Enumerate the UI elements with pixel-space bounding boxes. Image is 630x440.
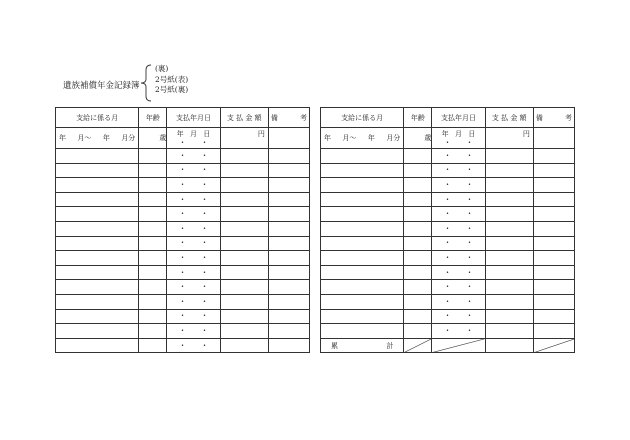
date-dot: ・ xyxy=(178,238,187,248)
paydate-cell[interactable] xyxy=(432,265,485,280)
period-cell[interactable] xyxy=(321,128,404,149)
remarks-cell[interactable] xyxy=(533,221,574,236)
date-dot: ・ xyxy=(443,179,452,189)
date-dot: ・ xyxy=(178,252,187,262)
remarks-cell[interactable] xyxy=(533,265,574,280)
table-row xyxy=(321,149,575,164)
age-cell[interactable] xyxy=(139,221,167,236)
period-cell[interactable] xyxy=(321,236,404,251)
header-row xyxy=(321,108,575,128)
age-cell[interactable] xyxy=(404,251,432,266)
date-dot: ・ xyxy=(443,137,452,147)
remarks-cell[interactable] xyxy=(268,294,309,309)
table-row xyxy=(56,236,310,251)
date-dot: ・ xyxy=(465,311,474,321)
period-cell[interactable] xyxy=(56,294,139,309)
date-dot: ・ xyxy=(465,179,474,189)
period-cell[interactable] xyxy=(56,192,139,207)
age-cell[interactable] xyxy=(139,236,167,251)
date-dot: ・ xyxy=(200,325,209,335)
table-row xyxy=(56,280,310,295)
date-dot: ・ xyxy=(465,267,474,277)
date-dot: ・ xyxy=(178,311,187,321)
period-cell[interactable] xyxy=(56,251,139,266)
age-cell[interactable] xyxy=(404,178,432,193)
remarks-cell[interactable] xyxy=(533,236,574,251)
paydate-cell[interactable] xyxy=(167,221,220,236)
amount-cell[interactable] xyxy=(485,309,533,324)
diagonal-strike xyxy=(534,339,574,353)
date-dot: ・ xyxy=(443,209,452,219)
date-dot: ・ xyxy=(178,340,187,350)
age-cell[interactable]: 歳 xyxy=(404,128,432,149)
date-dot: ・ xyxy=(465,137,474,147)
unit-label: 月〜 xyxy=(77,134,92,142)
period-cell[interactable] xyxy=(56,128,139,149)
variant-item: 2号紙(裏) xyxy=(155,85,189,94)
remarks-cell[interactable] xyxy=(268,192,309,207)
amount-total-cell[interactable] xyxy=(485,338,533,353)
age-cell[interactable] xyxy=(404,309,432,324)
diagonal-strike xyxy=(432,339,484,353)
paydate-cell[interactable] xyxy=(432,128,485,149)
period-cell[interactable] xyxy=(321,149,404,164)
paydate-cell[interactable] xyxy=(167,236,220,251)
paydate-cell[interactable] xyxy=(167,338,220,353)
table-row xyxy=(56,192,310,207)
unit-label: 年 xyxy=(367,134,375,142)
paydate-cell[interactable] xyxy=(167,163,220,178)
table-row xyxy=(56,163,310,178)
date-dot: ・ xyxy=(200,296,209,306)
header-period: 支給に係る月 xyxy=(321,108,404,128)
paydate-cell[interactable] xyxy=(167,324,220,339)
date-dot: ・ xyxy=(443,223,452,233)
age-cell[interactable] xyxy=(139,251,167,266)
date-dot: ・ xyxy=(200,137,209,147)
period-cell[interactable] xyxy=(56,309,139,324)
age-cell[interactable] xyxy=(139,192,167,207)
age-cell[interactable] xyxy=(139,207,167,222)
amount-cell[interactable] xyxy=(220,149,268,164)
table-row xyxy=(56,149,310,164)
remarks-cell[interactable] xyxy=(268,207,309,222)
header-row xyxy=(56,108,310,128)
table-row xyxy=(56,265,310,280)
remarks-cell[interactable] xyxy=(533,280,574,295)
date-dot: ・ xyxy=(465,296,474,306)
table-row xyxy=(56,128,310,149)
header-period: 支給に係る月 xyxy=(56,108,139,128)
unit-label: 日 xyxy=(468,129,476,138)
table-row xyxy=(56,207,310,222)
period-cell[interactable] xyxy=(56,280,139,295)
date-dot: ・ xyxy=(443,267,452,277)
age-cell xyxy=(404,338,432,353)
paydate-cell xyxy=(432,338,485,353)
amount-cell[interactable] xyxy=(220,236,268,251)
ledger-table-left xyxy=(55,107,310,353)
period-cell[interactable] xyxy=(321,294,404,309)
paydate-cell[interactable] xyxy=(432,221,485,236)
amount-cell[interactable] xyxy=(485,207,533,222)
remarks-cell[interactable] xyxy=(533,163,574,178)
date-dot: ・ xyxy=(465,282,474,292)
remarks-cell[interactable] xyxy=(533,324,574,339)
header-amount: 支 払 金 額 xyxy=(485,108,533,128)
date-dot: ・ xyxy=(465,150,474,160)
amount-cell[interactable] xyxy=(485,149,533,164)
date-dot: ・ xyxy=(443,238,452,248)
period-cell[interactable] xyxy=(321,178,404,193)
amount-cell[interactable] xyxy=(220,207,268,222)
date-dot: ・ xyxy=(443,165,452,175)
paydate-cell[interactable] xyxy=(432,309,485,324)
age-cell[interactable] xyxy=(404,149,432,164)
date-dot: ・ xyxy=(178,223,187,233)
table-row xyxy=(321,309,575,324)
table-row xyxy=(321,265,575,280)
header-remarks xyxy=(533,108,574,128)
remarks-cell xyxy=(533,338,574,353)
date-dot: ・ xyxy=(200,165,209,175)
date-dot: ・ xyxy=(465,209,474,219)
remarks-cell[interactable] xyxy=(533,178,574,193)
age-cell[interactable] xyxy=(404,324,432,339)
paydate-cell[interactable] xyxy=(167,309,220,324)
amount-cell[interactable] xyxy=(220,338,268,353)
date-dot: ・ xyxy=(443,194,452,204)
unit-label: 月 xyxy=(190,129,197,138)
period-cell[interactable] xyxy=(321,163,404,178)
period-cell[interactable] xyxy=(56,236,139,251)
date-dot: ・ xyxy=(178,179,187,189)
remarks-cell[interactable] xyxy=(268,178,309,193)
remarks-cell[interactable] xyxy=(268,280,309,295)
age-cell[interactable] xyxy=(139,265,167,280)
unit-label: 年 xyxy=(441,129,449,138)
period-cell[interactable] xyxy=(321,251,404,266)
table-row xyxy=(56,251,310,266)
table-row xyxy=(321,178,575,193)
amount-cell[interactable] xyxy=(220,280,268,295)
period-cell[interactable] xyxy=(321,192,404,207)
amount-cell[interactable] xyxy=(485,236,533,251)
period-cell[interactable] xyxy=(321,207,404,222)
age-cell[interactable] xyxy=(139,309,167,324)
remarks-cell[interactable] xyxy=(533,294,574,309)
amount-cell[interactable] xyxy=(220,178,268,193)
form-title: 遺族補償年金記録簿 xyxy=(63,81,140,91)
date-dot: ・ xyxy=(465,223,474,233)
date-dot: ・ xyxy=(178,137,187,147)
date-dot: ・ xyxy=(465,252,474,262)
age-cell[interactable] xyxy=(404,192,432,207)
variant-item: 2号紙(表) xyxy=(155,74,189,84)
date-dot: ・ xyxy=(443,311,452,321)
unit-label: 月 xyxy=(455,129,462,138)
age-cell[interactable] xyxy=(139,324,167,339)
date-dot: ・ xyxy=(443,252,452,262)
age-cell[interactable] xyxy=(404,294,432,309)
table-row xyxy=(321,163,575,178)
age-cell[interactable] xyxy=(139,149,167,164)
period-cell[interactable] xyxy=(321,324,404,339)
table-row xyxy=(56,294,310,309)
form-variant-list xyxy=(155,64,188,96)
date-dot: ・ xyxy=(178,150,187,160)
remarks-cell[interactable] xyxy=(268,309,309,324)
unit-label: 月分 xyxy=(121,134,136,142)
date-dot: ・ xyxy=(178,165,187,175)
amount-cell[interactable] xyxy=(220,265,268,280)
paydate-cell[interactable] xyxy=(432,294,485,309)
paydate-cell[interactable] xyxy=(432,149,485,164)
remarks-cell[interactable] xyxy=(268,251,309,266)
paydate-cell[interactable] xyxy=(167,192,220,207)
remarks-cell[interactable] xyxy=(268,149,309,164)
total-label-cell xyxy=(321,338,404,353)
date-dot: ・ xyxy=(465,325,474,335)
remarks-cell[interactable] xyxy=(268,324,309,339)
period-cell[interactable] xyxy=(56,163,139,178)
table-row xyxy=(56,178,310,193)
total-label: 累 xyxy=(331,341,338,350)
period-cell[interactable] xyxy=(321,221,404,236)
amount-cell[interactable] xyxy=(220,163,268,178)
paydate-cell[interactable] xyxy=(167,294,220,309)
remarks-cell[interactable] xyxy=(268,338,309,353)
header-age: 年齢 xyxy=(139,108,167,128)
remarks-char: 考 xyxy=(300,113,307,122)
age-cell[interactable] xyxy=(404,280,432,295)
amount-cell[interactable] xyxy=(485,163,533,178)
date-dot: ・ xyxy=(443,325,452,335)
paydate-cell[interactable] xyxy=(167,265,220,280)
remarks-char: 考 xyxy=(565,113,572,122)
period-cell[interactable] xyxy=(56,221,139,236)
table-row xyxy=(321,128,575,149)
amount-cell[interactable] xyxy=(485,324,533,339)
amount-cell[interactable] xyxy=(485,280,533,295)
paydate-cell[interactable] xyxy=(167,149,220,164)
table-row xyxy=(56,324,310,339)
remarks-cell[interactable] xyxy=(533,251,574,266)
unit-label: 円 xyxy=(522,130,530,138)
header-paydate: 支払年月日 xyxy=(432,108,485,128)
date-dot: ・ xyxy=(443,282,452,292)
amount-cell[interactable] xyxy=(485,221,533,236)
diagonal-strike xyxy=(404,339,431,353)
ledger-table-right xyxy=(320,107,575,353)
period-cell[interactable] xyxy=(56,265,139,280)
age-cell[interactable] xyxy=(139,294,167,309)
remarks-cell[interactable] xyxy=(533,207,574,222)
total-row xyxy=(321,338,575,353)
date-dot: ・ xyxy=(200,267,209,277)
age-cell[interactable]: 歳 xyxy=(139,128,167,149)
paydate-cell[interactable] xyxy=(167,280,220,295)
header-amount: 支 払 金 額 xyxy=(220,108,268,128)
date-dot: ・ xyxy=(200,340,209,350)
brace-icon xyxy=(139,64,153,102)
remarks-cell[interactable] xyxy=(533,309,574,324)
paydate-cell[interactable] xyxy=(432,236,485,251)
paydate-cell[interactable] xyxy=(432,251,485,266)
header-paydate: 支払年月日 xyxy=(167,108,220,128)
amount-cell[interactable] xyxy=(485,251,533,266)
date-dot: ・ xyxy=(200,252,209,262)
table-row xyxy=(321,251,575,266)
unit-label: 年 xyxy=(59,134,66,142)
amount-cell[interactable] xyxy=(220,294,268,309)
table-row xyxy=(56,221,310,236)
period-cell[interactable] xyxy=(56,338,139,353)
unit-label: 月分 xyxy=(386,134,401,142)
age-cell[interactable] xyxy=(139,163,167,178)
table-row xyxy=(321,207,575,222)
paydate-cell[interactable] xyxy=(167,178,220,193)
table-row xyxy=(321,236,575,251)
date-dot: ・ xyxy=(200,194,209,204)
date-dot: ・ xyxy=(178,267,187,277)
age-cell[interactable] xyxy=(139,178,167,193)
date-dot: ・ xyxy=(465,165,474,175)
date-dot: ・ xyxy=(443,150,452,160)
age-cell[interactable] xyxy=(404,236,432,251)
date-dot: ・ xyxy=(178,209,187,219)
period-cell[interactable] xyxy=(56,149,139,164)
date-dot: ・ xyxy=(465,194,474,204)
paydate-cell[interactable] xyxy=(432,207,485,222)
unit-label: 月〜 xyxy=(342,134,357,142)
period-cell[interactable] xyxy=(321,309,404,324)
header-remarks xyxy=(268,108,309,128)
date-dot: ・ xyxy=(200,282,209,292)
period-cell[interactable] xyxy=(56,178,139,193)
age-cell[interactable] xyxy=(139,280,167,295)
amount-cell[interactable] xyxy=(485,178,533,193)
table-row xyxy=(56,309,310,324)
remarks-char: 備 xyxy=(270,113,278,122)
amount-cell[interactable] xyxy=(220,309,268,324)
date-dot: ・ xyxy=(178,194,187,204)
date-dot: ・ xyxy=(443,296,452,306)
amount-cell[interactable] xyxy=(485,265,533,280)
unit-label: 年 xyxy=(324,134,331,142)
paydate-cell[interactable] xyxy=(432,178,485,193)
remarks-cell[interactable] xyxy=(533,149,574,164)
paydate-cell[interactable] xyxy=(167,251,220,266)
variant-item: (裏) xyxy=(155,64,169,73)
period-cell[interactable] xyxy=(321,280,404,295)
period-cell[interactable] xyxy=(56,207,139,222)
amount-cell[interactable] xyxy=(220,251,268,266)
unit-label: 年 xyxy=(176,129,184,138)
date-dot: ・ xyxy=(200,209,209,219)
amount-cell[interactable] xyxy=(220,192,268,207)
table-row xyxy=(321,324,575,339)
remarks-cell[interactable] xyxy=(533,128,574,149)
remarks-cell[interactable] xyxy=(268,163,309,178)
amount-cell[interactable] xyxy=(220,324,268,339)
table-row xyxy=(321,192,575,207)
table-row xyxy=(321,280,575,295)
age-cell[interactable] xyxy=(139,338,167,353)
paydate-cell[interactable] xyxy=(167,128,220,149)
amount-cell[interactable] xyxy=(220,221,268,236)
remarks-char: 備 xyxy=(535,113,543,122)
date-dot: ・ xyxy=(200,238,209,248)
paydate-cell[interactable] xyxy=(432,324,485,339)
date-dot: ・ xyxy=(465,238,474,248)
table-row xyxy=(321,221,575,236)
unit-label: 日 xyxy=(203,129,211,138)
paydate-cell[interactable] xyxy=(432,192,485,207)
paydate-cell[interactable] xyxy=(167,207,220,222)
remarks-cell[interactable] xyxy=(268,265,309,280)
amount-cell[interactable] xyxy=(485,192,533,207)
date-dot: ・ xyxy=(200,150,209,160)
paydate-cell[interactable] xyxy=(432,163,485,178)
unit-label: 円 xyxy=(257,130,265,138)
age-cell[interactable] xyxy=(404,221,432,236)
total-label: 計 xyxy=(386,341,394,350)
age-cell[interactable] xyxy=(404,163,432,178)
paydate-cell[interactable] xyxy=(432,280,485,295)
age-cell[interactable] xyxy=(404,207,432,222)
age-cell[interactable] xyxy=(404,265,432,280)
table-row xyxy=(321,294,575,309)
amount-cell[interactable] xyxy=(485,294,533,309)
date-dot: ・ xyxy=(178,282,187,292)
amount-cell[interactable] xyxy=(485,128,533,149)
unit-label: 年 xyxy=(102,134,110,142)
date-dot: ・ xyxy=(178,296,187,306)
table-row xyxy=(56,338,310,353)
date-dot: ・ xyxy=(200,223,209,233)
remarks-cell[interactable] xyxy=(268,221,309,236)
period-cell[interactable] xyxy=(321,265,404,280)
date-dot: ・ xyxy=(200,311,209,321)
date-dot: ・ xyxy=(178,325,187,335)
header-age: 年齢 xyxy=(404,108,432,128)
remarks-cell[interactable] xyxy=(268,128,309,149)
remarks-cell[interactable] xyxy=(533,192,574,207)
amount-cell[interactable] xyxy=(220,128,268,149)
remarks-cell[interactable] xyxy=(268,236,309,251)
date-dot: ・ xyxy=(200,179,209,189)
period-cell[interactable] xyxy=(56,324,139,339)
